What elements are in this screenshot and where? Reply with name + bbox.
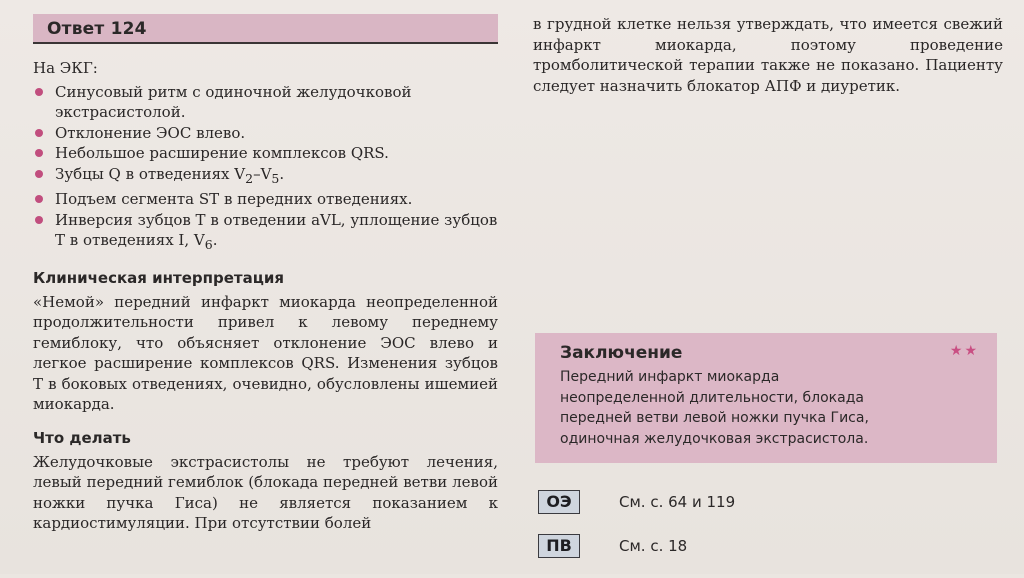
conclusion-title: Заключение: [560, 343, 683, 363]
what-to-do-text: Желудочковые экстрасистолы не требуют лечения, левый передний гемиблок (блокада передней ветви левой ножки пучка Гиса) не является показанием к кардиостимуляции. При отсутствии болей: [33, 452, 498, 532]
answer-title: Ответ 124: [47, 19, 147, 39]
continuation-text: в грудной клетке нельзя утверждать, что имеется свежий инфаркт миокарда, поэтому проведение тромболитической терапии также не показано. Пациенту следует назначить блокатор АПФ и диуретик.: [533, 15, 1003, 95]
clinical-heading: Клиническая интерпретация: [33, 268, 284, 287]
bullet-icon: [35, 170, 43, 178]
left-column: [33, 14, 498, 534]
finding-text: Подъем сегмента ST в передних отведениях.: [55, 190, 413, 208]
ecg-findings-list: [33, 82, 498, 255]
reference-badge: ПВ: [538, 534, 580, 558]
finding-text: Отклонение ЭОС влево.: [55, 123, 246, 142]
finding-text: Синусовый ритм с одиночной желудочковой экстрасистолой.: [55, 83, 412, 121]
subscript: 5: [271, 170, 280, 186]
difficulty-stars-icon: ★★: [949, 343, 979, 359]
ecg-intro: На ЭКГ:: [33, 59, 98, 77]
list-item: [33, 123, 498, 143]
list-item: [33, 164, 498, 189]
list-item: [33, 143, 498, 163]
conclusion-line: неопределенной длительности, блокада: [560, 389, 864, 406]
subscript: 6: [204, 236, 213, 252]
list-item: [33, 82, 498, 122]
answer-header: [33, 14, 498, 44]
bullet-icon: [35, 88, 43, 96]
conclusion-line: Передний инфаркт миокарда: [560, 369, 780, 385]
finding-text: Зубцы Q в отведениях V: [55, 164, 246, 183]
finding-text: Инверсия зубцов Т в отведении aVL, уплощение зубцов Т в отведениях I, V: [55, 210, 498, 249]
conclusion-line: передней ветви левой ножки пучка Гиса,: [560, 410, 869, 426]
list-item: [33, 189, 498, 209]
reference-badge: ОЭ: [538, 490, 580, 514]
clinical-text: «Немой» передний инфаркт миокарда неопределенной продолжительности привел к левому переднему гемиблоку, что объясняет отклонение ЭОС влево и легкое расширение комплексов QRS. Изменения зубцов Т в боковых отведениях, очевидно, обусловлены ишемией миокарда.: [33, 292, 498, 413]
finding-text: Небольшое расширение комплексов QRS.: [55, 144, 389, 162]
bullet-icon: [35, 129, 43, 137]
conclusion-text: [560, 367, 981, 449]
finding-text: .: [212, 230, 218, 249]
finding-text: –V: [253, 164, 272, 183]
subscript: 2: [245, 170, 254, 186]
bullet-icon: [35, 149, 43, 157]
finding-text: .: [279, 164, 285, 183]
reference-text: См. с. 64 и 119: [619, 493, 736, 511]
conclusion-box: [535, 333, 997, 463]
reference-text: См. с. 18: [619, 537, 688, 555]
bullet-icon: [35, 195, 43, 203]
what-to-do-heading: Что делать: [33, 428, 131, 447]
conclusion-line: одиночная желудочковая экстрасистола.: [560, 430, 869, 447]
bullet-icon: [35, 216, 43, 224]
right-column: [533, 14, 1003, 96]
list-item: [33, 210, 498, 255]
